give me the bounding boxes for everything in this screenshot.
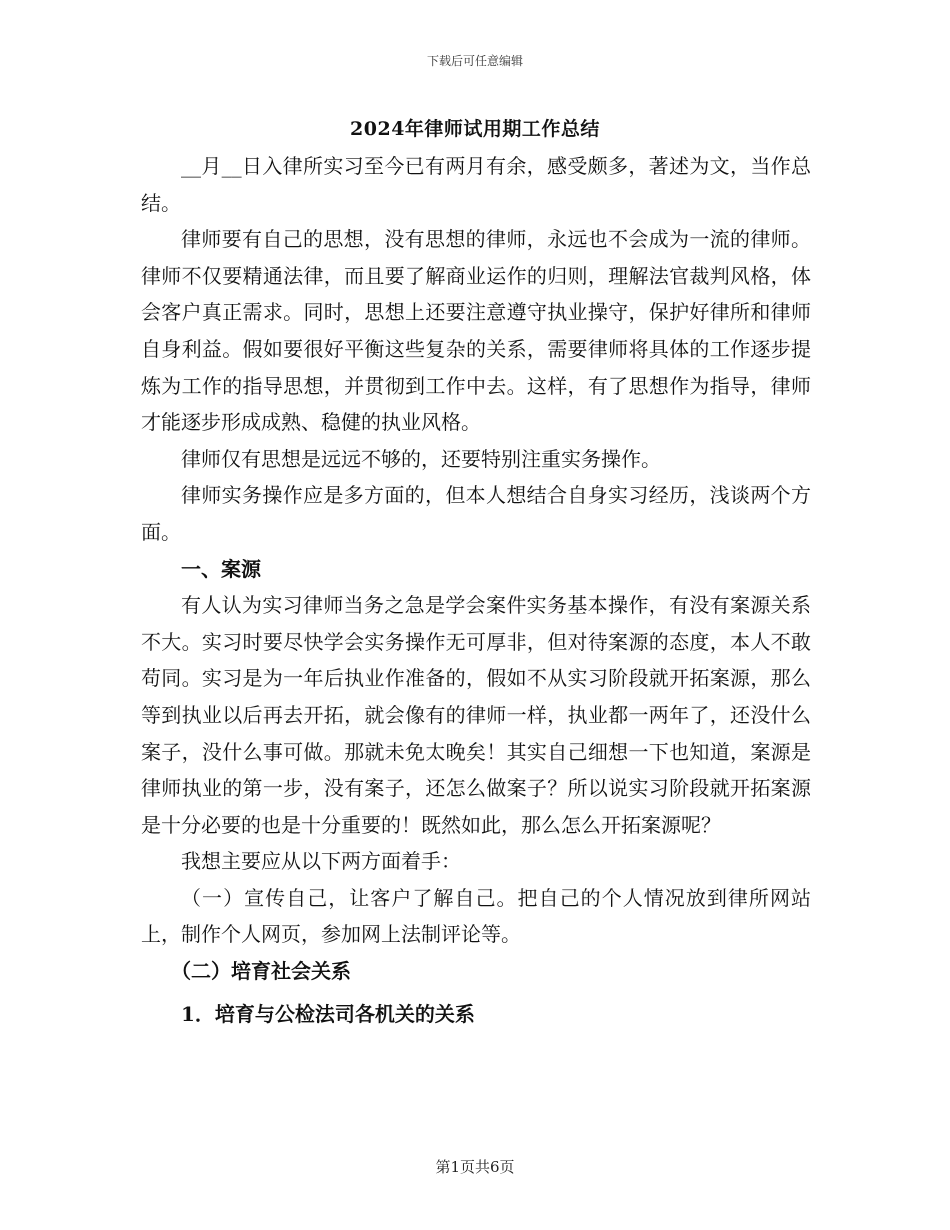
paragraph-two-ways: 我想主要应从以下两方面着手： <box>181 849 461 874</box>
paragraph-promote-self: （一）宣传自己，让客户了解自己。把自己的个人情况放到律所网站上，制作个人网页，参加网上法制评论等。 <box>141 885 811 947</box>
paragraph-thinking: 律师要有自己的思想，没有思想的律师，永远也不会成为一流的律师。律师不仅要精通法律，而且要了解商业运作的归则，理解法官裁判风格，体会客户真正需求。同时，思想上还要注意遵守执业操守，保护好律所和律师自身利益。假如要很好平衡这些复杂的关系，需要律师将具体的工作逐步提炼为工作的指导思想，并贯彻到工作中去。这样，有了思想作为指导，律师才能逐步形成成熟、稳健的执业风格。 <box>141 227 811 435</box>
sub-heading-social-relations: （二）培育社会关系 <box>171 959 351 984</box>
item-heading-agencies: 1．培育与公检法司各机关的关系 <box>181 1001 475 1026</box>
page-header: 下载后可任意编辑 <box>426 54 523 68</box>
document-title: 2024年律师试用期工作总结 <box>350 118 600 140</box>
section-heading-case-source: 一、案源 <box>181 556 261 581</box>
document-body <box>141 148 811 1032</box>
page-footer: 第1页共6页 <box>435 1158 515 1176</box>
paragraph-aspects: 律师实务操作应是多方面的，但本人想结合自身实习经历，浅谈两个方面。 <box>141 483 811 544</box>
paragraph-practice: 律师仅有思想是远远不够的，还要特别注重实务操作。 <box>181 446 661 471</box>
paragraph-case-source: 有人认为实习律师当务之急是学会案件实务基本操作，有没有案源关系不大。实习时要尽快学会实务操作无可厚非，但对待案源的态度，本人不敢苟同。实习是为一年后执业作准备的，假如不从实习阶段就开拓案源，那么等到执业以后再去开拓，就会像有的律师一样，执业都一两年了，还没什么案子，没什么事可做。那就未免太晚矣！其实自己细想一下也知道，案源是律师执业的第一步，没有案子，还怎么做案子？所以说实习阶段就开拓案源是十分必要的也是十分重要的！既然如此，那么怎么开拓案源呢？ <box>141 593 811 837</box>
paragraph-intro: __月__日入律所实习至今已有两月有余，感受颇多，著述为文，当作总结。 <box>141 154 811 215</box>
